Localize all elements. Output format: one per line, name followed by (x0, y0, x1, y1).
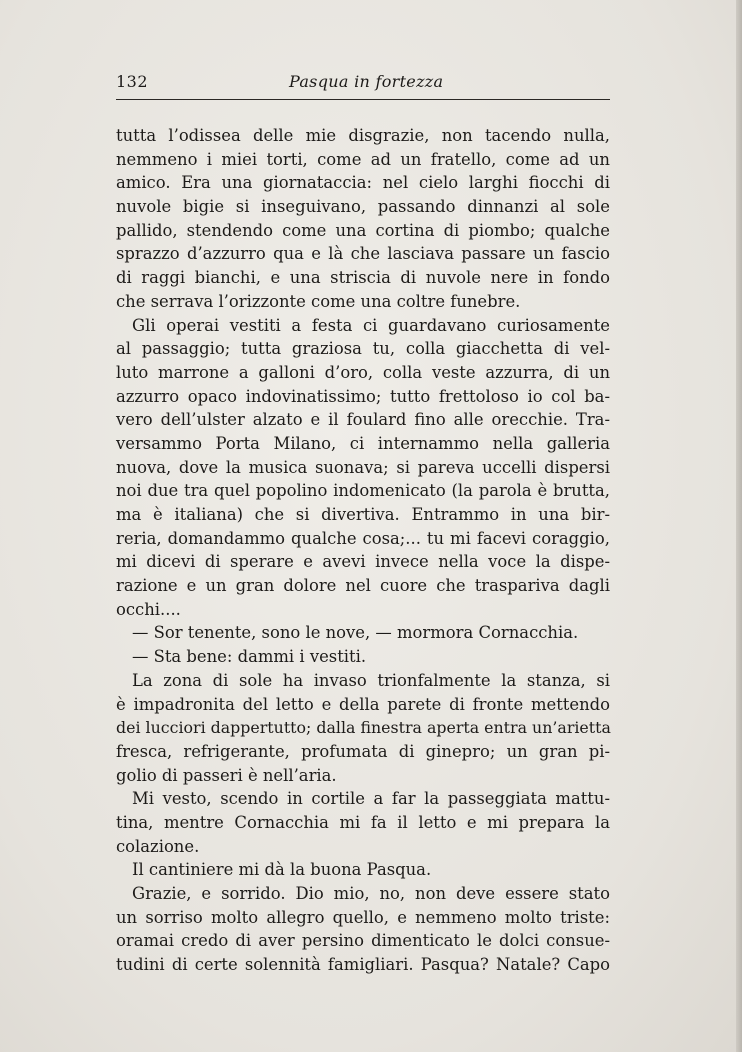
text-line: La zona di sole ha invaso trionfalmente la stanza, si (132, 670, 610, 690)
text-line: colazione. (116, 836, 200, 856)
text-line: fresca, refrigerante, profumata di ginepro; un gran pi- (116, 741, 610, 761)
text-line: azzurro opaco indovinatissimo; tutto frettoloso io col ba- (116, 386, 610, 406)
text-line: che serrava l’orizzonte come una coltre funebre. (116, 291, 521, 311)
text-line: Il cantiniere mi dà la buona Pasqua. (132, 860, 432, 880)
text-line: razione e un gran dolore nel cuore che traspariva dagli (116, 576, 610, 596)
text-line: tudini di certe solennità famigliari. Pasqua? Natale? Capo (116, 955, 610, 975)
page-header (116, 72, 609, 94)
header-rule (116, 99, 610, 100)
text-line: amico. Era una giornataccia: nel cielo larghi fiocchi di (116, 173, 610, 193)
text-line: nuvole bigie si inseguivano, passando dinnanzi al sole (116, 197, 610, 217)
text-line: Grazie, e sorrido. Dio mio, no, non deve essere stato (132, 884, 610, 903)
text-line: nuova, dove la musica suonava; si pareva uccelli dispersi (116, 457, 610, 477)
text-line: versammo Porta Milano, ci internammo nella galleria (116, 433, 610, 453)
text-line: oramai credo di aver persino dimenticato le dolci consue- (116, 931, 610, 951)
text-line: al passaggio; tutta graziosa tu, colla giacchetta di vel- (116, 339, 610, 359)
text-line: sprazzo d’azzurro qua e là che lasciava passare un fascio (116, 244, 610, 264)
text-line: dei lucciori dappertutto; dalla finestra aperta entra un’arietta (116, 718, 611, 738)
page-edge (736, 0, 742, 1052)
text-line: nemmeno i miei torti, come ad un fratello, come ad un (116, 149, 610, 169)
text-line: tina, mentre Cornacchia mi fa il letto e mi prepara la (116, 812, 610, 832)
text-line: di raggi bianchi, e una striscia di nuvole nere in fondo (116, 268, 610, 288)
text-line: un sorriso molto allegro quello, e nemmeno molto triste: (116, 907, 610, 927)
text-line: reria, domandammo qualche cosa;... tu mi facevi coraggio, (116, 528, 610, 548)
text-line: Mi vesto, scendo in cortile a far la passeggiata mattu- (132, 789, 610, 809)
text-line: golio di passeri è nell’aria. (116, 765, 337, 785)
page-number: 132 (116, 72, 149, 91)
text-line: è impadronita del letto e della parete di fronte mettendo (116, 694, 610, 714)
text-line: tutta l’odissea delle mie disgrazie, non tacendo nulla, (116, 126, 610, 145)
body-text (116, 124, 610, 977)
text-line: Gli operai vestiti a festa ci guardavano curiosamente (132, 315, 610, 335)
text-line: pallido, stendendo come una cortina di piombo; qualche (116, 220, 610, 240)
text-line: luto marrone a galloni d’oro, colla veste azzurra, di un (116, 362, 610, 382)
text-line: vero dell’ulster alzato e il foulard fino alle orecchie. Tra- (116, 410, 610, 430)
text-line: occhi.... (116, 599, 181, 619)
running-title: Pasqua in fortezza (289, 72, 444, 91)
text-line: — Sta bene: dammi i vestiti. (132, 647, 367, 667)
text-line: ma è italiana) che si divertiva. Entrammo in una bir- (116, 505, 610, 524)
text-line: mi dicevi di sperare e avevi invece nella voce la dispe- (116, 552, 610, 572)
text-line: — Sor tenente, sono le nove, — mormora Cornacchia. (132, 623, 579, 643)
text-line: noi due tra quel popolino indomenicato (la parola è brutta, (116, 481, 610, 501)
